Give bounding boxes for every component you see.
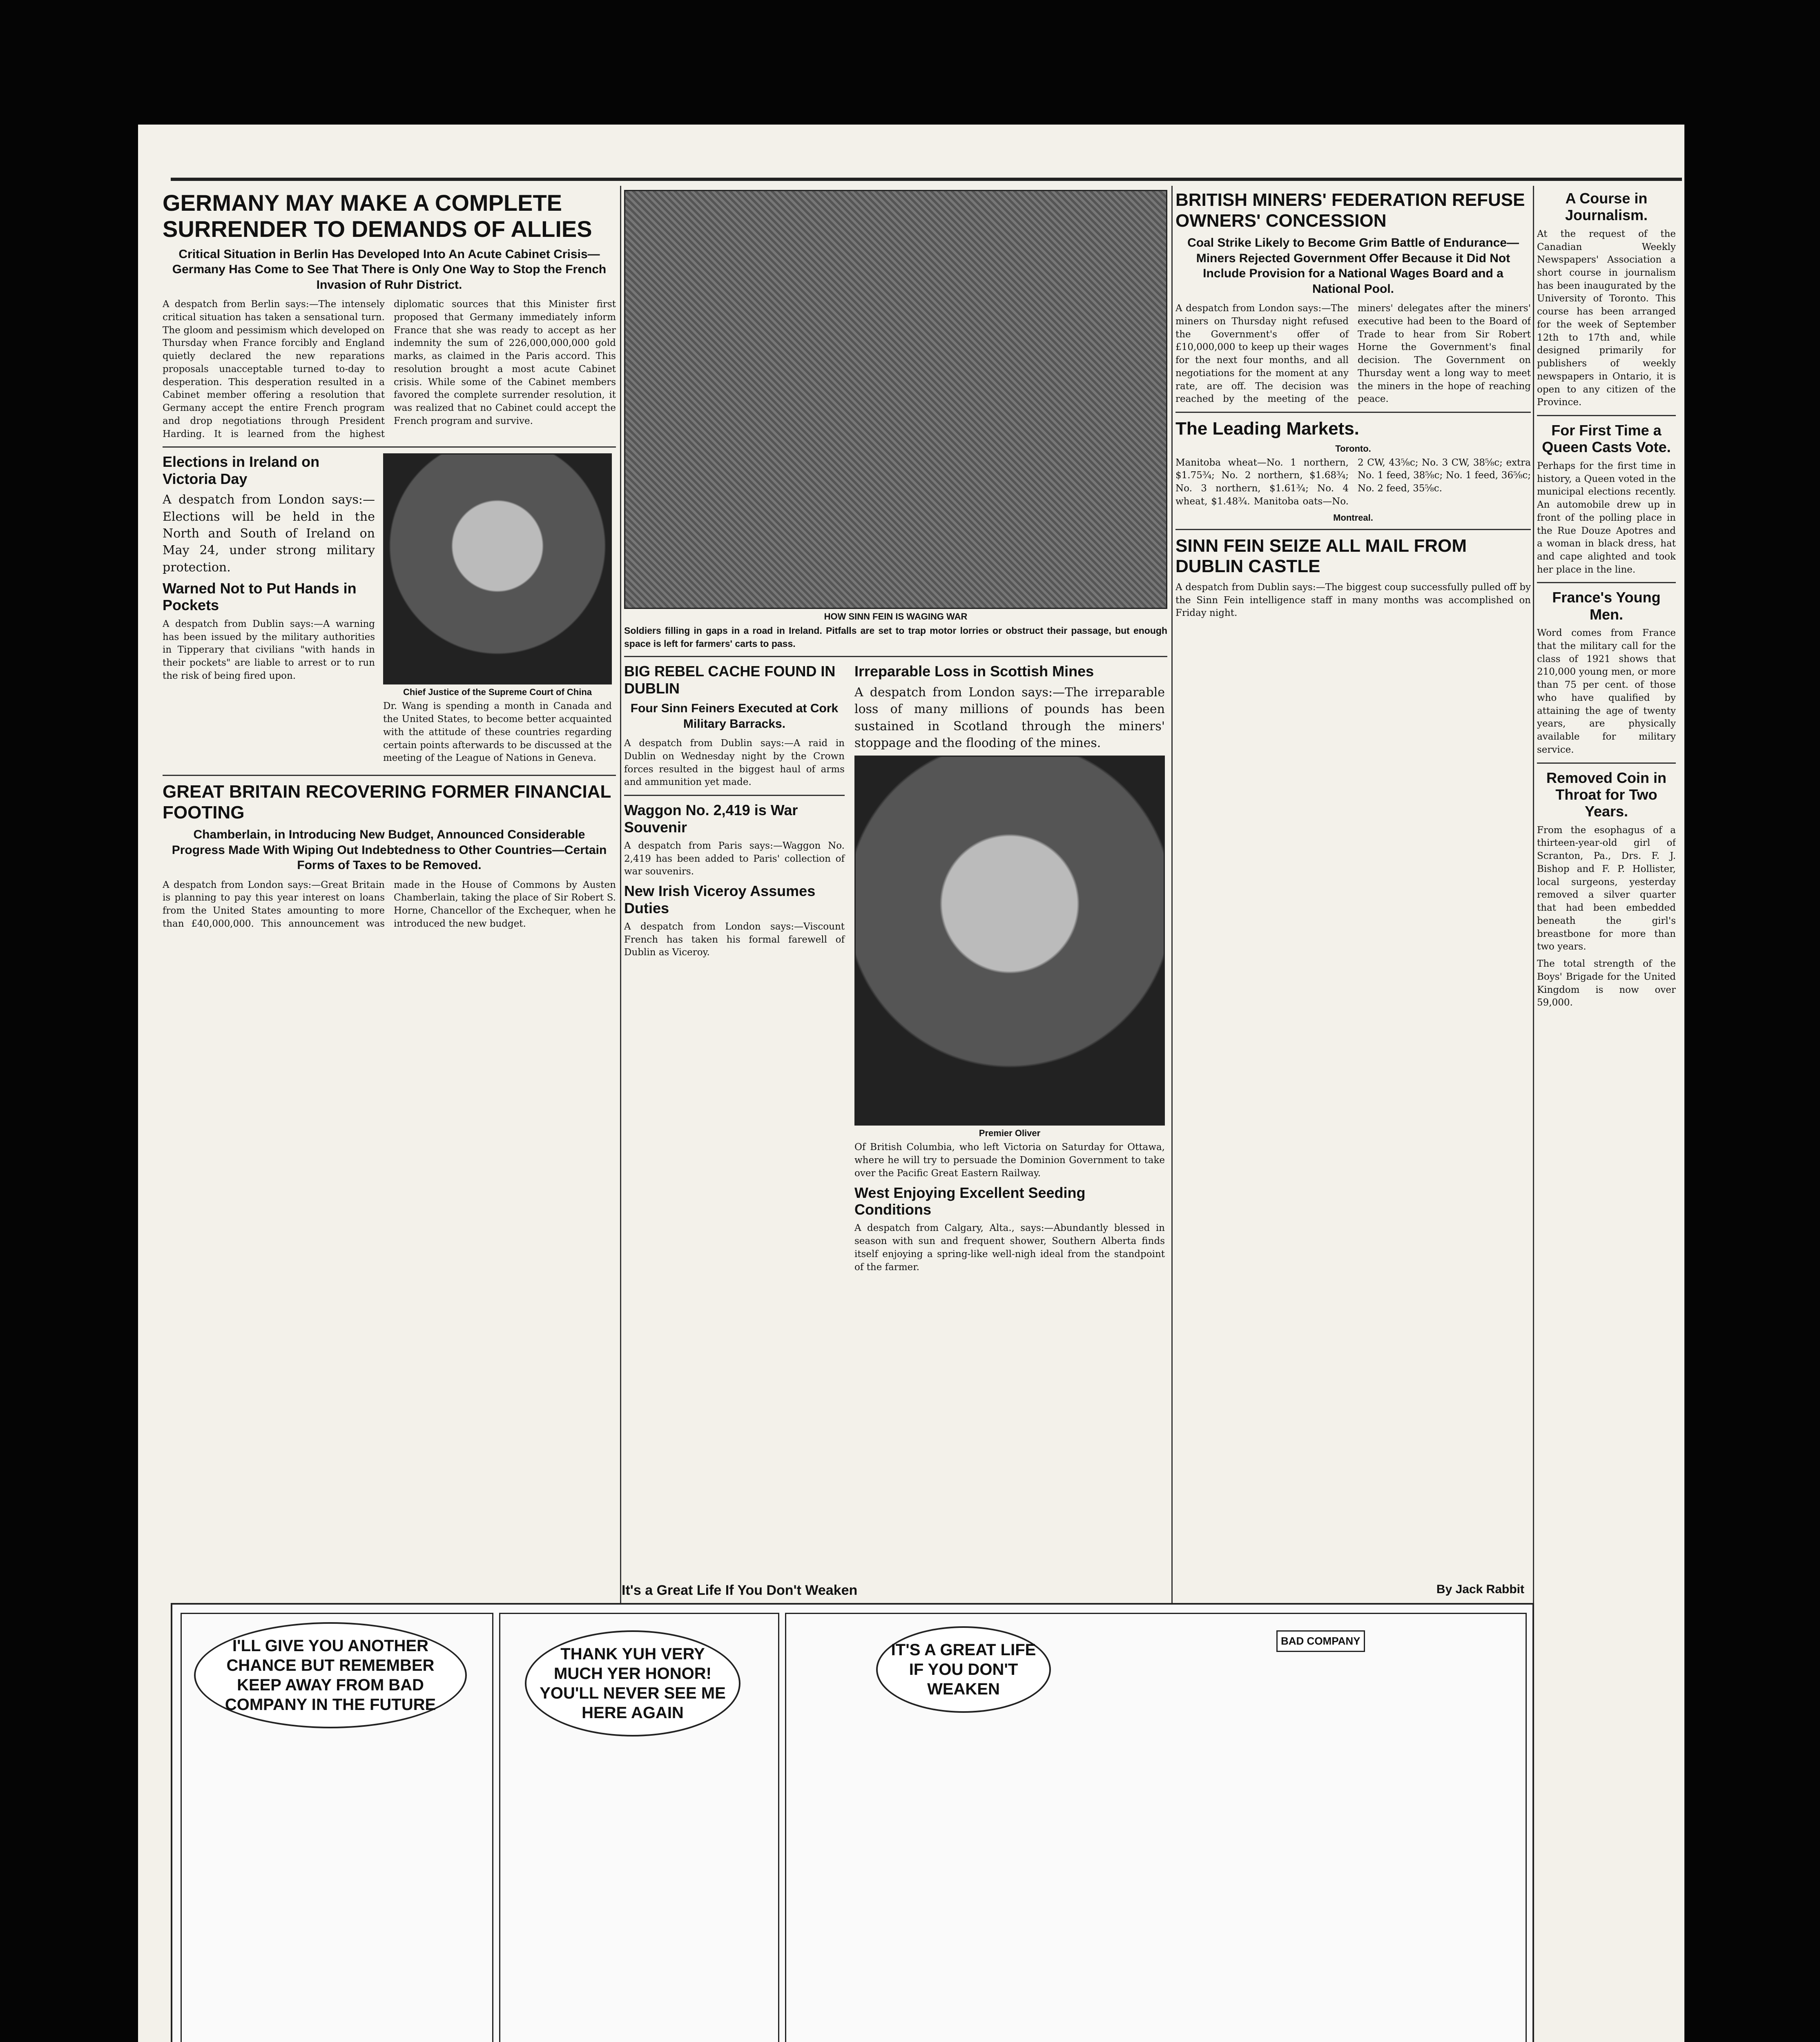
wang-body: Dr. Wang is spending a month in Canada and the United States, to become better acquainted with the attitude of these countries regarding certain points afterwards to be discussed at the meeting of the League of Nations in Geneva. — [383, 701, 612, 764]
column-two-split — [624, 663, 1167, 1278]
column-three — [1175, 190, 1531, 624]
germany-body: A despatch from Berlin says:—The intensely critical situation has taken a sensational turn. The gloom and pessimism which developed on Thursday when France forcibly and England quietly declared the new reparations proposals unacceptable turned to-day to desperation. This desperation resulted in a Cabinet member offering a resolution that Germany accept the entire French program and drop negotiations through President Harding. It is learned from the highest diplomatic sources that this Minister first proposed that Germany immediately inform France that she was ready to accept as her indemnity the sum of 226,000,000,000 gold marks, as claimed in the Paris accord. This resolution brought a most acute Cabinet crisis. While some of the Cabinet members favored the complete surrender resolution, it was realized that no Cabinet could accept the French program and survive. — [163, 299, 616, 439]
column-two — [624, 190, 1167, 1278]
elections-headline: Elections in Ireland on Victoria Day — [163, 453, 320, 487]
journalism-headline: A Course in Journalism. — [1565, 190, 1648, 224]
rebel-headline: BIG REBEL CACHE FOUND IN DUBLIN — [624, 663, 836, 697]
warned-body: A despatch from Dublin says:—A warning has been issued by the military authorities in Tipperary that civilians "with hands in their pockets" are liable to arrest or to run the risk of being fired upon. — [163, 618, 375, 681]
column-one — [163, 190, 616, 935]
speech-bubble-3: IT'S A GREAT LIFE IF YOU DON'T WEAKEN — [876, 1626, 1051, 1713]
divider — [624, 656, 1167, 657]
ireland-row — [163, 453, 616, 769]
sinn-fein-photo — [624, 190, 1167, 609]
viceroy-headline: New Irish Viceroy Assumes Duties — [624, 883, 816, 916]
oliver-portrait — [854, 756, 1165, 1126]
wang-portrait — [383, 453, 612, 684]
rebel-body: A despatch from Dublin says:—A raid in Dublin on Wednesday night by the Crown forces resulted in the biggest haul of arms and ammunition yet made. — [624, 738, 845, 788]
divider — [163, 775, 616, 776]
comic-author: By Jack Rabbit — [1436, 1583, 1524, 1596]
miners-headline: BRITISH MINERS' FEDERATION REFUSE OWNERS' CONCESSION — [1175, 190, 1525, 231]
viceroy-body: A despatch from London says:—Viscount French has taken his formal farewell of Dublin as Viceroy. — [624, 921, 845, 958]
comic-panel-2 — [499, 1613, 779, 2042]
divider — [624, 795, 845, 796]
wang-caption: Chief Justice of the Supreme Court of China — [403, 687, 592, 698]
comic-strip — [171, 1583, 1534, 2042]
loss-headline: Irreparable Loss in Scottish Mines — [854, 663, 1094, 680]
germany-deck: Critical Situation in Berlin Has Developed Into An Acute Cabinet Crisis—Germany Has Come to See That There is Only One Way to Stop the French Invasion of Ruhr District. — [172, 247, 607, 292]
column-four — [1537, 190, 1676, 1014]
britain-body: A despatch from London says:—Great Britain is planning to pay this year interest on loans from the United States amounting to more than £40,000,000. This announcement was made in the House of Commons by Austen Chamberlain, taking the place of Sir Robert S. Horne, Chancellor of the Exchequer, when he introduced the new budget. — [163, 879, 616, 929]
photo-subcaption: Soldiers filling in gaps in a road in Ireland. Pitfalls are set to trap motor lorries or obstruct their passage, but enough space is left for farmers' carts to pass. — [624, 625, 1167, 649]
divider — [163, 446, 616, 448]
waggon-body: A despatch from Paris says:—Waggon No. 2,419 has been added to Paris' collection of war souvenirs. — [624, 840, 845, 877]
rebel-deck: Four Sinn Feiners Executed at Cork Military Barracks. — [630, 702, 839, 731]
comic-panel-3 — [785, 1613, 1527, 2042]
britain-headline: GREAT BRITAIN RECOVERING FORMER FINANCIAL FOOTING — [163, 782, 611, 823]
west-body: A despatch from Calgary, Alta., says:—Abundantly blessed in season with sun and frequent shower, Southern Alberta finds itself enjoying a spring-like well-nigh ideal from the standpoint of the farmer. — [854, 1223, 1165, 1273]
coin-body: From the esophagus of a thirteen-year-old girl of Scranton, Pa., Drs. F. J. Bishop and F. P. Hollister, local surgeons, yesterday removed a silver quarter that had been embedded beneath the girl's breastbone for more than two years. — [1537, 825, 1676, 952]
journalism-body: At the request of the Canadian Weekly Newspapers' Association a short course in journalism has been inaugurated by the University of Toronto. This course has been arranged for the week of September 12th to 17th and, while designed primarily for publishers of weekly newspapers in Ontario, it is open to any citizen of the Province. — [1537, 228, 1676, 408]
queen-headline: For First Time a Queen Casts Vote. — [1542, 422, 1671, 456]
boys-brigade-body: The total strength of the Boys' Brigade for the United Kingdom is now over 59,000. — [1537, 959, 1676, 1008]
queen-body: Perhaps for the first time in history, a Queen voted in the municipal elections recently. An automobile drew up in front of the polling place in the Rue Douze Apotres and a woman in black dress, hat and cape alighted and took her place in the line. — [1537, 460, 1676, 575]
britain-deck: Chamberlain, in Introducing New Budget, Announced Considerable Progress Made With Wiping Out Indebtedness to Other Countries—Certain Forms of Taxes to be Removed. — [172, 828, 607, 872]
comic-title: It's a Great Life If You Don't Weaken — [622, 1583, 858, 1598]
mail-headline: SINN FEIN SEIZE ALL MAIL FROM DUBLIN CASTLE — [1175, 535, 1467, 577]
waggon-headline: Waggon No. 2,419 is War Souvenir — [624, 802, 798, 836]
markets-toronto: Toronto. — [1335, 443, 1371, 454]
miners-deck: Coal Strike Likely to Become Grim Battle of Endurance—Miners Rejected Government Offer Because it Did Not Include Provision for a National Wages Board and a National Pool. — [1187, 236, 1519, 296]
markets-body: Manitoba wheat—No. 1 northern, $1.75¾; No. 2 northern, $1.68¾; No. 3 northern, $1.61¾; No. 4 wheat, $1.48¾. Manitoba oats—No. 2 CW, 43⅝c; No. 3 CW, 38⅝c; extra No. 1 feed, 38⅝c; No. 1 feed, 36⅝c; No. 2 feed, 35⅝c. — [1175, 457, 1531, 507]
west-headline: West Enjoying Excellent Seeding Conditions — [854, 1184, 1086, 1218]
divider — [1537, 762, 1676, 764]
miners-body: A despatch from London says:—The miners on Thursday night refused the Government's offer of £10,000,000 to keep up their wages for the next four months, and all negotiations for the moment at any rate, are off. The decision was reached by the meeting of the miners' delegates after the miners' executive had been to the Board of Trade to hear from Sir Robert Horne the Government's final decision. The Government on Thursday went a long way to meet the miners in the hope of reaching peace. — [1175, 303, 1531, 405]
markets-montreal: Montreal. — [1333, 512, 1373, 523]
oliver-body: Of British Columbia, who left Victoria on Saturday for Ottawa, where he will try to persuade the Dominion Government to take over the Pacific Great Eastern Railway. — [854, 1142, 1165, 1179]
coin-headline: Removed Coin in Throat for Two Years. — [1546, 769, 1667, 820]
bad-company-sign: BAD COMPANY — [1276, 1630, 1365, 1652]
france-headline: France's Young Men. — [1552, 589, 1661, 623]
mail-body: A despatch from Dublin says:—The biggest coup successfully pulled off by the Sinn Fein intelligence staff in many months was accomplished on Friday night. — [1175, 582, 1531, 619]
oliver-caption: Premier Oliver — [979, 1128, 1041, 1139]
warned-headline: Warned Not to Put Hands in Pockets — [163, 580, 357, 614]
divider — [1537, 415, 1676, 416]
top-rule — [171, 178, 1682, 181]
photo-caption: HOW SINN FEIN IS WAGING WAR — [824, 611, 968, 622]
divider — [1175, 529, 1531, 530]
elections-body: A despatch from London says:—Elections will be held in the North and South of Ireland on May 24, under strong military protection. — [163, 493, 375, 575]
loss-body: A despatch from London says:—The irreparable loss of many millions of pounds has been sustained in Scotland through the miners' stoppage and the flooding of the mines. — [854, 685, 1165, 751]
germany-headline: GERMANY MAY MAKE A COMPLETE SURRENDER TO DEMANDS OF ALLIES — [163, 190, 592, 242]
france-body: Word comes from France that the military call for the class of 1921 shows that 210,000 young men, or more than 75 per cent. of those who have qualified by attaining the age of twenty years, are physically available for military service. — [1537, 628, 1676, 755]
speech-bubble-2: THANK YUH VERY MUCH YER HONOR! YOU'LL NEVER SEE ME HERE AGAIN — [525, 1630, 740, 1737]
markets-headline: The Leading Markets. — [1175, 419, 1359, 439]
newspaper-page — [138, 125, 1684, 2042]
divider — [1537, 582, 1676, 583]
divider — [1175, 412, 1531, 413]
speech-bubble-1: I'LL GIVE YOU ANOTHER CHANCE BUT REMEMBER KEEP AWAY FROM BAD COMPANY IN THE FUTURE — [194, 1622, 467, 1728]
comic-panel-1 — [181, 1613, 493, 2042]
